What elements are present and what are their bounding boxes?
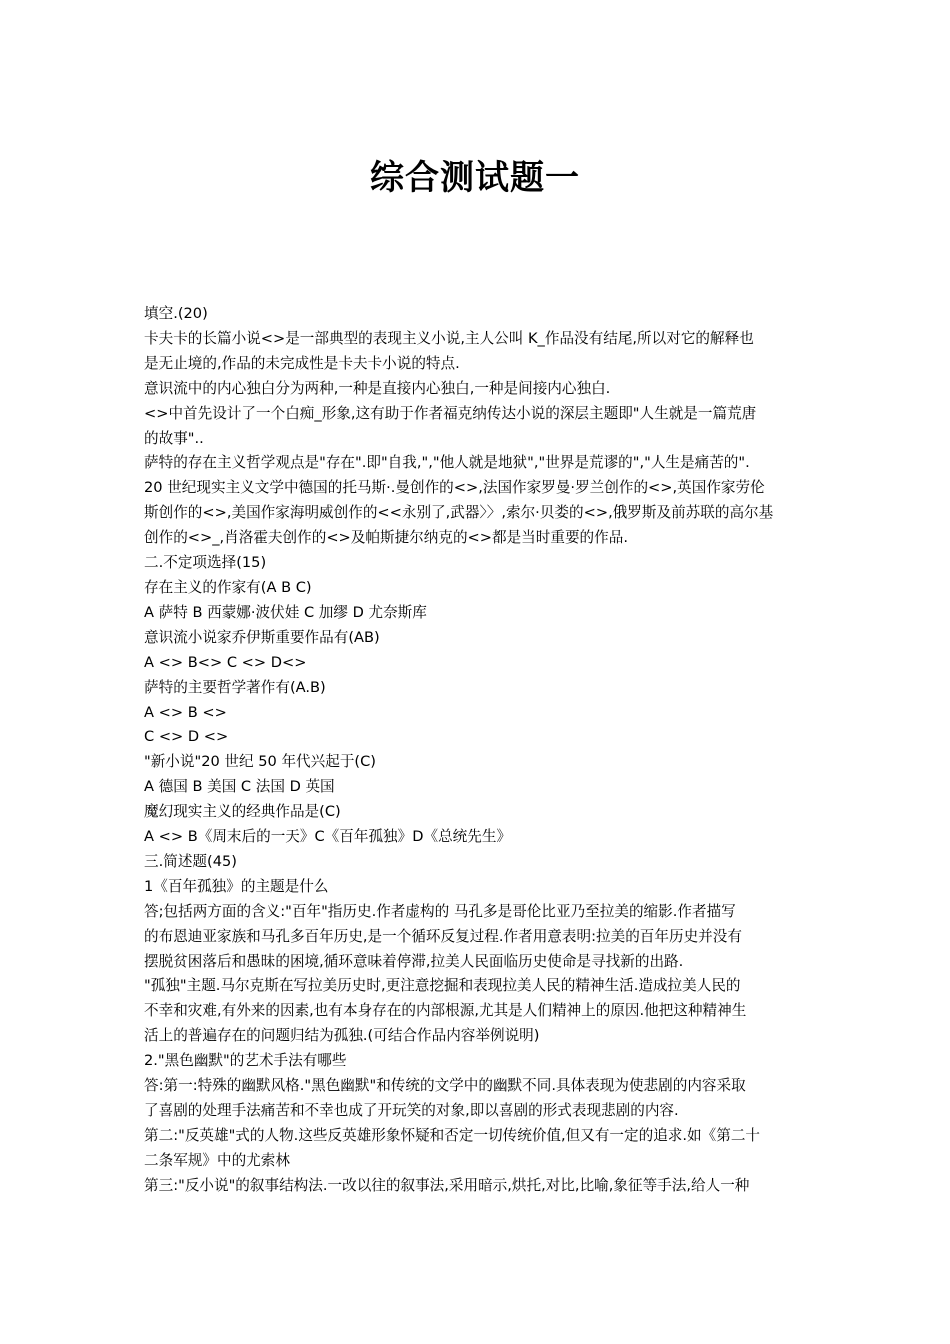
options-line: A <> B <>	[144, 703, 227, 721]
text-line: 的故事"..	[144, 429, 204, 447]
text-line: 创作的<>_,肖洛霍夫创作的<>及帕斯捷尔纳克的<>都是当时重要的作品.	[144, 529, 628, 547]
document-title: 综合测试题一	[370, 158, 580, 198]
answer-line: 不幸和灾难,有外来的因素,也有本身存在的内部根源,尤其是人们精神上的原因.他把这种精神生	[144, 1002, 747, 1020]
answer-line: "孤独"主题.马尔克斯在写拉美历史时,更注意挖掘和表现拉美人民的精神生活.造成拉美人民的	[144, 977, 741, 995]
text-line: 是无止境的,作品的未完成性是卡夫卡小说的特点.	[144, 354, 460, 372]
answer-line: 第二:"反英雄"式的人物.这些反英雄形象怀疑和否定一切传统价值,但又有一定的追求.如《第二十	[144, 1126, 761, 1144]
text-line: 卡夫卡的长篇小说<>是一部典型的表现主义小说,主人公叫 K_作品没有结尾,所以对它的解释也	[144, 329, 754, 347]
answer-line: 第三:"反小说"的叙事结构法.一改以往的叙事法,采用暗示,烘托,对比,比喻,象征等手法,给人一种	[144, 1176, 750, 1194]
options-line: A 德国 B 美国 C 法国 D 英国	[144, 778, 335, 796]
answer-line: 活上的普遍存在的问题归结为孤独.(可结合作品内容举例说明)	[144, 1027, 540, 1045]
options-line: C <> D <>	[144, 728, 229, 746]
question-line: 魔幻现实主义的经典作品是(C)	[144, 803, 341, 821]
text-line: 萨特的存在主义哲学观点是"存在".即"自我,","他人就是地狱","世界是荒谬的","人生是痛苦的".	[144, 454, 750, 472]
answer-line: 二条军规》中的尤索林	[144, 1151, 290, 1169]
options-line: A 萨特 B 西蒙娜·波伏娃 C 加缪 D 尤奈斯库	[144, 603, 427, 621]
text-line: 意识流中的内心独白分为两种,一种是直接内心独白,一种是间接内心独白.	[144, 379, 611, 397]
question-line: 1《百年孤独》的主题是什么	[144, 877, 329, 895]
options-line: A <> B《周末后的一天》C《百年孤独》D《总统先生》	[144, 828, 512, 846]
question-line: 萨特的主要哲学著作有(A.B)	[144, 678, 326, 696]
document-body	[144, 302, 808, 1199]
section-heading-fill-in: 填空.(20)	[144, 305, 208, 322]
question-line: 2."黑色幽默"的艺术手法有哪些	[144, 1052, 347, 1070]
text-line: 斯创作的<>,美国作家海明威创作的<<永别了,武器〉〉,索尔·贝娄的<>,俄罗斯及前苏联的高尔基	[144, 504, 774, 522]
options-line: A <> B<> C <> D<>	[144, 653, 307, 671]
question-line: 意识流小说家乔伊斯重要作品有(AB)	[144, 628, 380, 646]
section-heading-short-answer: 三.简述题(45)	[144, 852, 237, 870]
answer-line: 的布恩迪亚家族和马孔多百年历史,是一个循环反复过程.作者用意表明:拉美的百年历史并没有	[144, 927, 742, 945]
answer-line: 了喜剧的处理手法痛苦和不幸也成了开玩笑的对象,即以喜剧的形式表现悲剧的内容.	[144, 1102, 679, 1119]
answer-line: 摆脱贫困落后和愚昧的困境,循环意味着停滞,拉美人民面临历史使命是寻找新的出路.	[144, 952, 684, 970]
question-line: 存在主义的作家有(A B C)	[144, 578, 312, 596]
text-line: <>中首先设计了一个白痴_形象,这有助于作者福克纳传达小说的深层主题即"人生就是一篇荒唐	[144, 404, 757, 422]
answer-line: 答:第一:特殊的幽默风格."黑色幽默"和传统的文学中的幽默不同.具体表现为使悲剧的内容采取	[144, 1077, 746, 1095]
text-line: 20 世纪现实主义文学中德国的托马斯·.曼创作的<>,法国作家罗曼·罗兰创作的<>,英国作家劳伦	[144, 479, 765, 497]
answer-line: 答;包括两方面的含义:"百年"指历史.作者虚构的 马孔多是哥伦比亚乃至拉美的缩影.作者描写	[144, 902, 736, 920]
question-line: "新小说"20 世纪 50 年代兴起于(C)	[144, 753, 376, 771]
section-heading-multiple-choice: 二.不定项选择(15)	[144, 554, 267, 572]
